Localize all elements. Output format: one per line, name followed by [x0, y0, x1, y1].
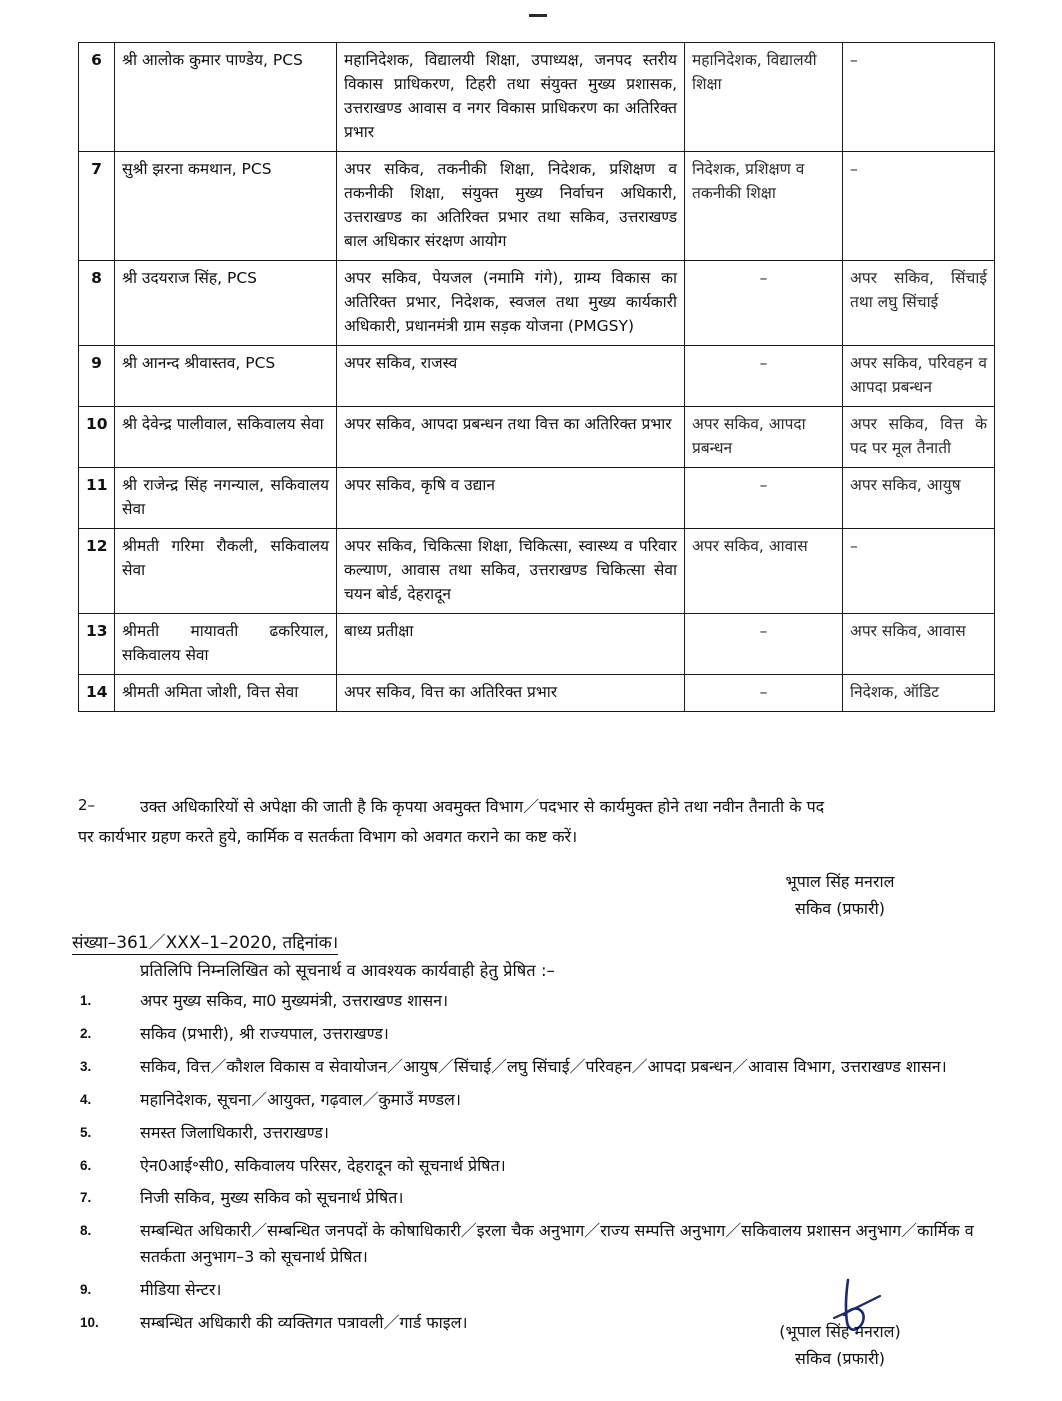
- list-item-number: 4.: [80, 1091, 92, 1107]
- row-relieved-from: –: [685, 468, 843, 529]
- row-new-charge: अपर सकिव, आपदा प्रबन्धन तथा वित्त का अतिरिक्त प्रभार: [337, 407, 685, 468]
- list-item: [78, 1153, 994, 1179]
- row-officer-name: श्री आनन्द श्रीवास्तव, PCS: [115, 346, 337, 407]
- row-serial: 9: [79, 346, 115, 407]
- row-relieved-from: –: [685, 346, 843, 407]
- row-new-charge: अपर सकिव, तकनीकी शिक्षा, निदेशक, प्रशिक्षण व तकनीकी शिक्षा, संयुक्त मुख्य निर्वाचन अधिकारी, उत्तराखण्ड का अतिरिक्त प्रभार तथा सकिव, उत्तराखण्ड बाल अधिकार संरक्षण आयोग: [337, 152, 685, 261]
- paragraph-2-text-line2: पर कार्यभार ग्रहण करते हुये, कार्मिक व सतर्कता विभाग को अवगत कराने का कष्ट करें।: [78, 826, 578, 846]
- row-serial: 10: [79, 407, 115, 468]
- list-item-text: सम्बन्धित अधिकारी की व्यक्तिगत पत्रावली／गार्ड फाइल।: [140, 1313, 468, 1333]
- row-remark: अपर सकिव, आवास: [843, 614, 995, 675]
- list-item: [78, 1054, 994, 1080]
- row-new-charge: अपर सकिव, वित्त का अतिरिक्त प्रभार: [337, 675, 685, 712]
- row-relieved-from: –: [685, 261, 843, 346]
- list-item-text: महानिदेशक, सूचना／आयुक्त, गढ़वाल／कुमाउँ मण्डल।: [140, 1089, 461, 1109]
- row-remark: अपर सकिव, आयुष: [843, 468, 995, 529]
- table-row: [79, 529, 995, 614]
- row-new-charge: अपर सकिव, राजस्व: [337, 346, 685, 407]
- row-serial: 6: [79, 43, 115, 152]
- list-item-number: 3.: [80, 1058, 92, 1074]
- row-remark: –: [843, 529, 995, 614]
- list-item-number: 5.: [80, 1124, 92, 1140]
- row-serial: 12: [79, 529, 115, 614]
- list-item-number: 2.: [80, 1025, 92, 1041]
- table-row: [79, 43, 995, 152]
- row-remark: अपर सकिव, परिवहन व आपदा प्रबन्धन: [843, 346, 995, 407]
- list-item-text: सकिव (प्रभारी), श्री राज्यपाल, उत्तराखण्ड।: [140, 1023, 389, 1043]
- row-officer-name: श्रीमती अमिता जोशी, वित्त सेवा: [115, 675, 337, 712]
- paragraph-2: [78, 792, 994, 851]
- row-remark: अपर सकिव, सिंचाई तथा लघु सिंचाई: [843, 261, 995, 346]
- list-item-number: 8.: [80, 1223, 92, 1239]
- table-row: [79, 346, 995, 407]
- row-serial: 11: [79, 468, 115, 529]
- row-serial: 8: [79, 261, 115, 346]
- row-officer-name: श्री आलोक कुमार पाण्डेय, PCS: [115, 43, 337, 152]
- list-item-text: सकिव, वित्त／कौशल विकास व सेवायोजन／आयुष／सिंचाई／लघु सिंचाई／परिवहन／आपदा प्रबन्धन／आवास विभाग, उत्तराखण्ड शासन।: [140, 1056, 947, 1076]
- row-relieved-from: निदेशक, प्रशिक्षण व तकनीकी शिक्षा: [685, 152, 843, 261]
- row-relieved-from: –: [685, 675, 843, 712]
- list-item: [78, 1120, 994, 1146]
- officers-transfer-table: [78, 42, 995, 712]
- table-row: [79, 261, 995, 346]
- signature-block-top: [700, 868, 980, 922]
- paragraph-2-text: उक्त अधिकारियों से अपेक्षा की जाती है कि कृपया अवमुक्त विभाग／पदभार से कार्यमुक्त होने तथा नवीन तैनाती के पद: [140, 797, 825, 816]
- row-remark: निदेशक, ऑडिट: [843, 675, 995, 712]
- signatory-designation: सकिव (प्रफारी): [795, 1349, 885, 1369]
- list-item: [78, 1021, 994, 1047]
- table-row: [79, 407, 995, 468]
- list-item-text: निजी सकिव, मुख्य सकिव को सूचनार्थ प्रेषित।: [140, 1188, 404, 1208]
- list-item: [78, 1218, 994, 1270]
- list-item-number: 6.: [80, 1157, 92, 1173]
- list-item: [78, 1087, 994, 1113]
- signature-block-bottom: [700, 1318, 980, 1372]
- list-item: [78, 1185, 994, 1211]
- reference-number-line: संख्या–361／XXX–1–2020, तद्दिनांक।: [72, 928, 338, 955]
- table-row: [79, 614, 995, 675]
- list-item-number: 7.: [80, 1190, 92, 1206]
- list-item-number: 10.: [80, 1315, 99, 1331]
- row-officer-name: सुश्री झरना कमथान, PCS: [115, 152, 337, 261]
- copy-forwarded-line: प्रतिलिपि निम्नलिखित को सूचनार्थ व आवश्यक कार्यवाही हेतु प्रेषित :–: [140, 961, 555, 980]
- row-relieved-from: –: [685, 614, 843, 675]
- row-remark: –: [843, 43, 995, 152]
- signatory-name: भूपाल सिंह मनराल: [785, 872, 895, 891]
- page-top-mark: [529, 14, 547, 17]
- list-item-number: 1.: [80, 993, 92, 1008]
- row-serial: 7: [79, 152, 115, 261]
- paragraph-2-number: 2–: [78, 796, 96, 814]
- row-officer-name: श्री देवेन्द्र पालीवाल, सकिवालय सेवा: [115, 407, 337, 468]
- row-new-charge: अपर सकिव, पेयजल (नमामि गंगे), ग्राम्य विकास का अतिरिक्त प्रभार, निदेशक, स्वजल तथा मुख्य कार्यकारी अधिकारी, प्रधानमंत्री ग्राम सड़क योजना (PMGSY): [337, 261, 685, 346]
- list-item-text: ऐन0आई॰सी0, सकिवालय परिसर, देहरादून को सूचनार्थ प्रेषित।: [140, 1155, 506, 1175]
- list-item-text: अपर मुख्य सकिव, मा0 मुख्यमंत्री, उत्तराखण्ड शासन।: [140, 991, 449, 1010]
- row-officer-name: श्रीमती मायावती ढकरियाल, सकिवालय सेवा: [115, 614, 337, 675]
- signatory-name: (भूपाल सिंह मनराल): [779, 1322, 901, 1341]
- list-item-number: 9.: [80, 1282, 92, 1298]
- row-relieved-from: महानिदेशक, विद्यालयी शिक्षा: [685, 43, 843, 152]
- list-item-text: समस्त जिलाधिकारी, उत्तराखण्ड।: [140, 1122, 329, 1142]
- row-remark: अपर सकिव, वित्त के पद पर मूल तैनाती: [843, 407, 995, 468]
- row-relieved-from: अपर सकिव, आपदा प्रबन्धन: [685, 407, 843, 468]
- row-remark: –: [843, 152, 995, 261]
- row-serial: 14: [79, 675, 115, 712]
- row-officer-name: श्रीमती गरिमा रौकली, सकिवालय सेवा: [115, 529, 337, 614]
- row-new-charge: अपर सकिव, चिकित्सा शिक्षा, चिकित्सा, स्वास्थ्य व परिवार कल्याण, आवास तथा सकिव, उत्तराखण्ड चिकित्सा सेवा चयन बोर्ड, देहरादून: [337, 529, 685, 614]
- signatory-designation: सकिव (प्रफारी): [795, 899, 885, 919]
- list-item: [78, 988, 994, 1014]
- list-item-text: सम्बन्धित अधिकारी／सम्बन्धित जनपदों के कोषाधिकारी／इरला चैक अनुभाग／राज्य सम्पत्ति अनुभाग／सकिवालय प्रशासन अनुभाग／कार्मिक व सतर्कता अनुभाग–3 को सूचनार्थ प्रेषित।: [140, 1221, 974, 1267]
- list-item-text: मीडिया सेन्टर।: [140, 1280, 222, 1300]
- row-officer-name: श्री उदयराज सिंह, PCS: [115, 261, 337, 346]
- row-new-charge: महानिदेशक, विद्यालयी शिक्षा, उपाध्यक्ष, जनपद स्तरीय विकास प्राधिकरण, टिहरी तथा संयुक्त मुख्य प्रशासक, उत्तराखण्ड आवास व नगर विकास प्राधिकरण का अतिरिक्त प्रभार: [337, 43, 685, 152]
- table-row: [79, 152, 995, 261]
- row-new-charge: अपर सकिव, कृषि व उद्यान: [337, 468, 685, 529]
- row-new-charge: बाध्य प्रतीक्षा: [337, 614, 685, 675]
- table-row: [79, 675, 995, 712]
- row-officer-name: श्री राजेन्द्र सिंह नगन्याल, सकिवालय सेवा: [115, 468, 337, 529]
- table-row: [79, 468, 995, 529]
- row-serial: 13: [79, 614, 115, 675]
- row-relieved-from: अपर सकिव, आवास: [685, 529, 843, 614]
